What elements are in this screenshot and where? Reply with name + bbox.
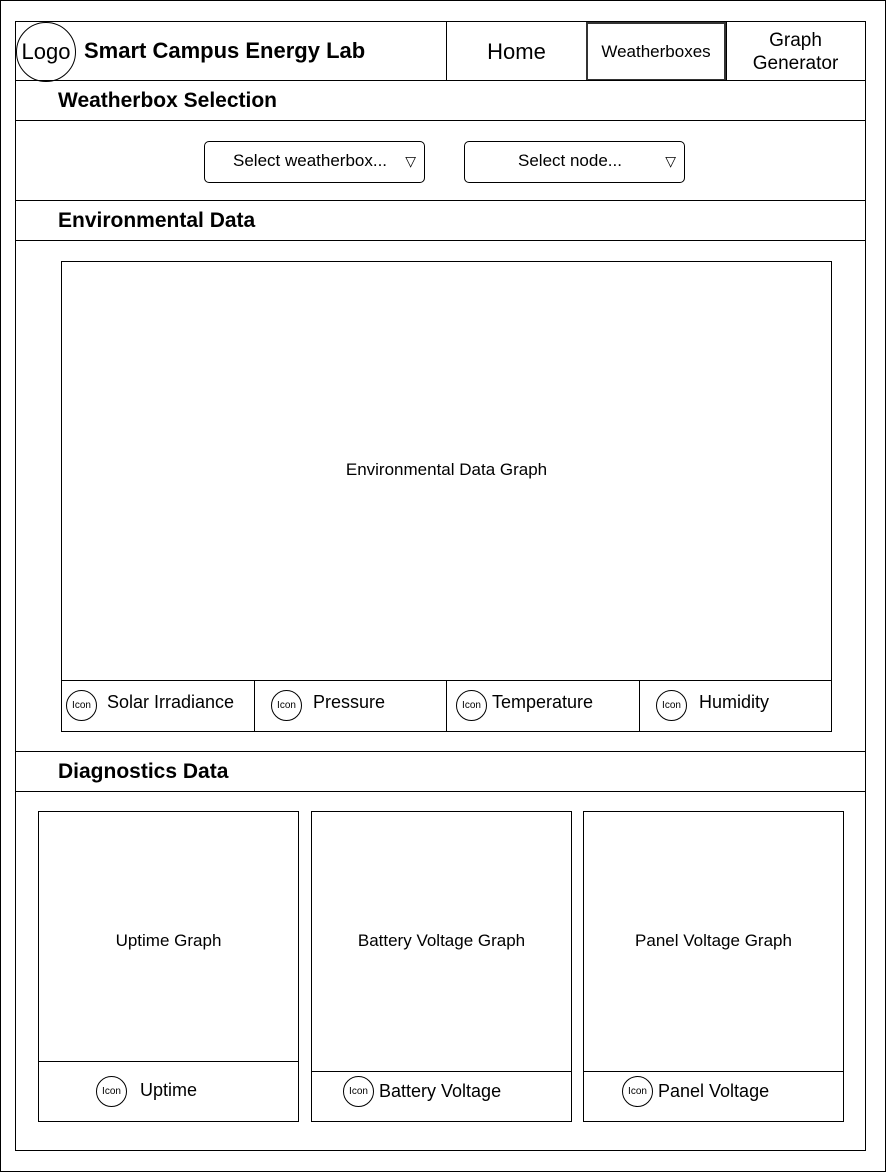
environmental-graph-label: Environmental Data Graph <box>345 460 548 479</box>
legend-label: Solar Irradiance <box>107 692 235 712</box>
diagnostics-data-title: Diagnostics Data <box>58 760 229 783</box>
uptime-icon: Icon <box>96 1076 127 1107</box>
app-title: Smart Campus Energy Lab <box>84 38 366 63</box>
legend-label: Uptime <box>140 1080 198 1100</box>
battery-voltage-graph-label: Battery Voltage Graph <box>357 931 526 950</box>
node-select[interactable] <box>464 141 685 183</box>
legend-label: Temperature <box>492 692 594 712</box>
panel-voltage-graph-label: Panel Voltage Graph <box>635 931 792 950</box>
section-divider <box>16 791 865 792</box>
battery-voltage-icon: Icon <box>343 1076 374 1107</box>
legend-label: Humidity <box>699 692 770 712</box>
legend-item[interactable] <box>447 680 640 731</box>
environmental-data-graph[interactable] <box>61 261 832 732</box>
pressure-icon: Icon <box>271 690 302 721</box>
section-divider <box>16 240 865 241</box>
battery-voltage-graph[interactable] <box>311 811 572 1122</box>
legend-label: Battery Voltage <box>379 1081 502 1101</box>
section-divider <box>16 120 865 121</box>
humidity-icon: Icon <box>656 690 687 721</box>
legend-label: Panel Voltage <box>658 1081 770 1101</box>
uptime-graph-label: Uptime Graph <box>115 931 222 950</box>
header-divider <box>16 80 865 81</box>
nav-home[interactable]: Home <box>487 38 546 64</box>
page <box>15 21 866 1151</box>
legend-item[interactable] <box>39 1061 298 1121</box>
legend-item[interactable] <box>255 680 447 731</box>
chevron-down-icon: ▽ <box>665 153 676 169</box>
legend-item[interactable] <box>62 680 255 731</box>
section-divider <box>16 200 865 201</box>
legend-item[interactable] <box>640 680 831 731</box>
environmental-data-title: Environmental Data <box>58 209 256 232</box>
legend-item[interactable] <box>584 1071 843 1121</box>
weatherbox-select-value: Select weatherbox... <box>233 151 388 170</box>
panel-voltage-graph[interactable] <box>583 811 844 1122</box>
legend-item[interactable] <box>312 1071 571 1121</box>
logo[interactable]: Logo <box>16 22 76 82</box>
node-select-value: Select node... <box>518 151 622 170</box>
weatherbox-selection-title: Weatherbox Selection <box>58 89 278 112</box>
section-divider <box>16 751 865 752</box>
nav-weatherboxes[interactable]: Weatherboxes <box>586 22 726 81</box>
legend-label: Pressure <box>313 692 386 712</box>
solar-irradiance-icon: Icon <box>66 690 97 721</box>
panel-voltage-icon: Icon <box>622 1076 653 1107</box>
nav-graph-generator[interactable]: Graph Generator <box>752 29 839 74</box>
chevron-down-icon: ▽ <box>405 153 416 169</box>
temperature-icon: Icon <box>456 690 487 721</box>
weatherbox-select[interactable] <box>204 141 425 183</box>
uptime-graph[interactable] <box>38 811 299 1122</box>
